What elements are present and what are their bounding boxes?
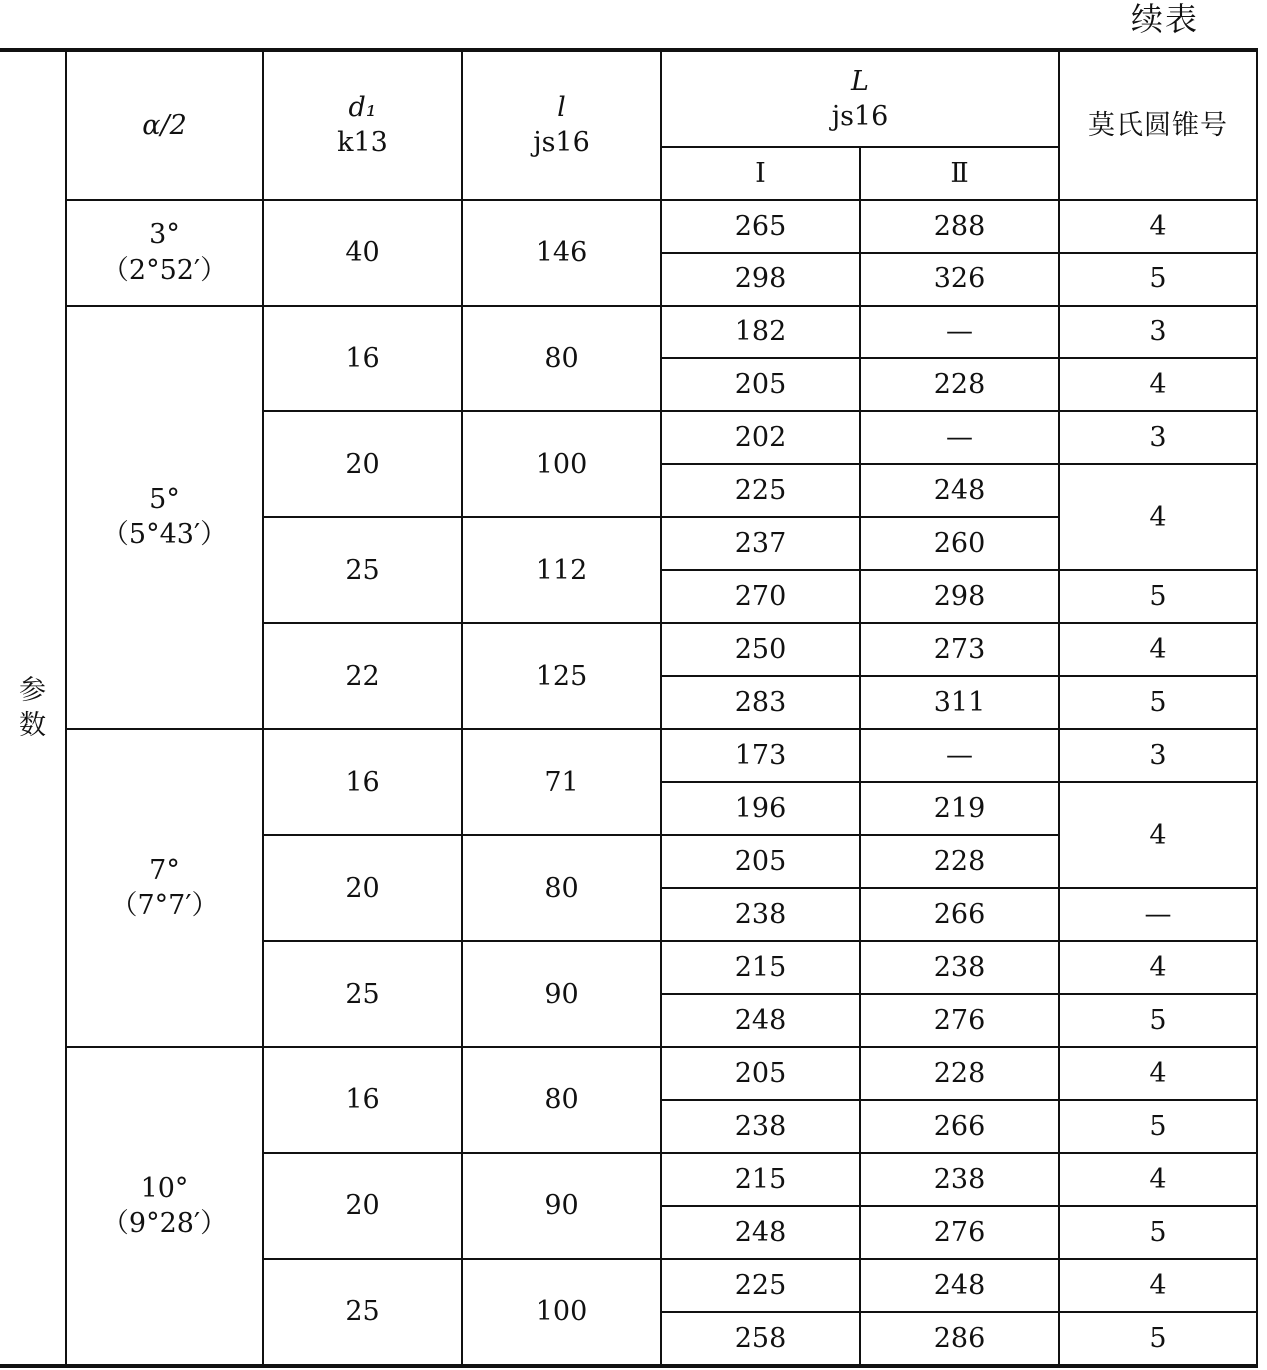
col-L-I: Ⅰ (661, 147, 860, 200)
L1-cell: 196 (661, 782, 860, 835)
col-L (661, 50, 1059, 147)
L1-cell: 205 (661, 835, 860, 888)
morse-cell: 5 (1059, 676, 1257, 729)
col-l-tolerance: js16 (533, 127, 590, 159)
col-morse: 莫氏圆锥号 (1059, 50, 1257, 200)
L1-cell: 215 (661, 1153, 860, 1206)
d1-cell: 25 (263, 941, 462, 1047)
angle-cell (66, 200, 263, 306)
col-d1 (263, 50, 462, 200)
L2-cell: 298 (860, 570, 1059, 623)
morse-cell: 4 (1059, 782, 1257, 888)
L1-cell: 205 (661, 1047, 860, 1100)
side-label-char: 数 (19, 710, 46, 741)
L2-cell: 273 (860, 623, 1059, 676)
L2-cell: 228 (860, 358, 1059, 411)
L1-cell: 238 (661, 888, 860, 941)
angle-exact: （7°7′） (110, 890, 219, 922)
d1-cell: 20 (263, 1153, 462, 1259)
d1-cell: 16 (263, 1047, 462, 1153)
d1-cell: 22 (263, 623, 462, 729)
L1-cell: 225 (661, 1259, 860, 1312)
col-l-symbol: l (557, 92, 566, 124)
morse-cell: 4 (1059, 464, 1257, 570)
L2-cell: 260 (860, 517, 1059, 570)
d1-cell: 25 (263, 517, 462, 623)
col-d1-symbol: d₁ (348, 92, 377, 124)
morse-cell: 4 (1059, 1153, 1257, 1206)
morse-cell: 5 (1059, 570, 1257, 623)
d1-cell: 25 (263, 1259, 462, 1366)
L2-cell: 248 (860, 464, 1059, 517)
col-L-tolerance: js16 (831, 100, 889, 132)
l-cell: 112 (462, 517, 661, 623)
morse-cell: 4 (1059, 941, 1257, 994)
l-cell: 100 (462, 1259, 661, 1366)
spec-table (0, 48, 1258, 1368)
morse-cell: 5 (1059, 1100, 1257, 1153)
d1-cell: 16 (263, 306, 462, 412)
table-row (0, 200, 1257, 253)
L1-cell: 173 (661, 729, 860, 782)
angle-nominal: 7° (149, 855, 180, 887)
l-cell: 125 (462, 623, 661, 729)
L2-cell: 266 (860, 1100, 1059, 1153)
col-alpha (66, 50, 263, 200)
L1-cell: 265 (661, 200, 860, 253)
d1-cell: 16 (263, 729, 462, 835)
morse-cell: 4 (1059, 200, 1257, 253)
L1-cell: 205 (661, 358, 860, 411)
L2-cell: 228 (860, 1047, 1059, 1100)
L2-cell: — (860, 729, 1059, 782)
morse-cell: 4 (1059, 1047, 1257, 1100)
angle-cell (66, 306, 263, 730)
angle-cell (66, 729, 263, 1047)
table-row (0, 1047, 1257, 1100)
table-row (0, 729, 1257, 782)
L1-cell: 298 (661, 253, 860, 306)
angle-exact: （2°52′） (101, 254, 228, 286)
table-row (0, 306, 1257, 359)
col-d1-tolerance: k13 (337, 127, 388, 159)
L2-cell: — (860, 411, 1059, 464)
angle-nominal: 3° (149, 219, 180, 251)
L2-cell: — (860, 306, 1059, 359)
L2-cell: 326 (860, 253, 1059, 306)
d1-cell: 20 (263, 411, 462, 517)
morse-cell: 5 (1059, 1206, 1257, 1259)
morse-cell: 3 (1059, 729, 1257, 782)
L2-cell: 276 (860, 1206, 1059, 1259)
L2-cell: 248 (860, 1259, 1059, 1312)
angle-nominal: 10° (140, 1172, 189, 1204)
L1-cell: 225 (661, 464, 860, 517)
col-alpha-label: α/2 (142, 109, 187, 141)
L2-cell: 228 (860, 835, 1059, 888)
morse-cell: 3 (1059, 306, 1257, 359)
L2-cell: 266 (860, 888, 1059, 941)
side-label-char: 参 (19, 674, 46, 706)
l-cell: 146 (462, 200, 661, 306)
l-cell: 71 (462, 729, 661, 835)
L1-cell: 182 (661, 306, 860, 359)
L2-cell: 238 (860, 1153, 1059, 1206)
morse-cell: 5 (1059, 1312, 1257, 1366)
L1-cell: 283 (661, 676, 860, 729)
morse-cell: 3 (1059, 411, 1257, 464)
l-cell: 90 (462, 1153, 661, 1259)
side-label (0, 50, 66, 1366)
l-cell: 80 (462, 835, 661, 941)
angle-exact: （5°43′） (101, 519, 228, 551)
L2-cell: 219 (860, 782, 1059, 835)
d1-cell: 40 (263, 200, 462, 306)
angle-cell (66, 1047, 263, 1366)
L1-cell: 202 (661, 411, 860, 464)
l-cell: 80 (462, 1047, 661, 1153)
header-row (0, 50, 1257, 147)
col-l (462, 50, 661, 200)
morse-cell: 5 (1059, 994, 1257, 1047)
col-L-symbol: L (851, 65, 869, 97)
morse-cell: 4 (1059, 1259, 1257, 1312)
l-cell: 80 (462, 306, 661, 412)
L2-cell: 311 (860, 676, 1059, 729)
L1-cell: 270 (661, 570, 860, 623)
col-L-II: Ⅱ (860, 147, 1059, 200)
L2-cell: 238 (860, 941, 1059, 994)
L2-cell: 276 (860, 994, 1059, 1047)
d1-cell: 20 (263, 835, 462, 941)
L1-cell: 258 (661, 1312, 860, 1366)
L1-cell: 250 (661, 623, 860, 676)
l-cell: 90 (462, 941, 661, 1047)
morse-cell: — (1059, 888, 1257, 941)
morse-cell: 5 (1059, 253, 1257, 306)
angle-exact: （9°28′） (101, 1208, 228, 1240)
L2-cell: 286 (860, 1312, 1059, 1366)
L2-cell: 288 (860, 200, 1059, 253)
morse-cell: 4 (1059, 358, 1257, 411)
L1-cell: 248 (661, 1206, 860, 1259)
angle-nominal: 5° (149, 484, 180, 516)
L1-cell: 248 (661, 994, 860, 1047)
L1-cell: 238 (661, 1100, 860, 1153)
continued-label: 续表 (1130, 0, 1199, 38)
L1-cell: 237 (661, 517, 860, 570)
l-cell: 100 (462, 411, 661, 517)
L1-cell: 215 (661, 941, 860, 994)
morse-cell: 4 (1059, 623, 1257, 676)
